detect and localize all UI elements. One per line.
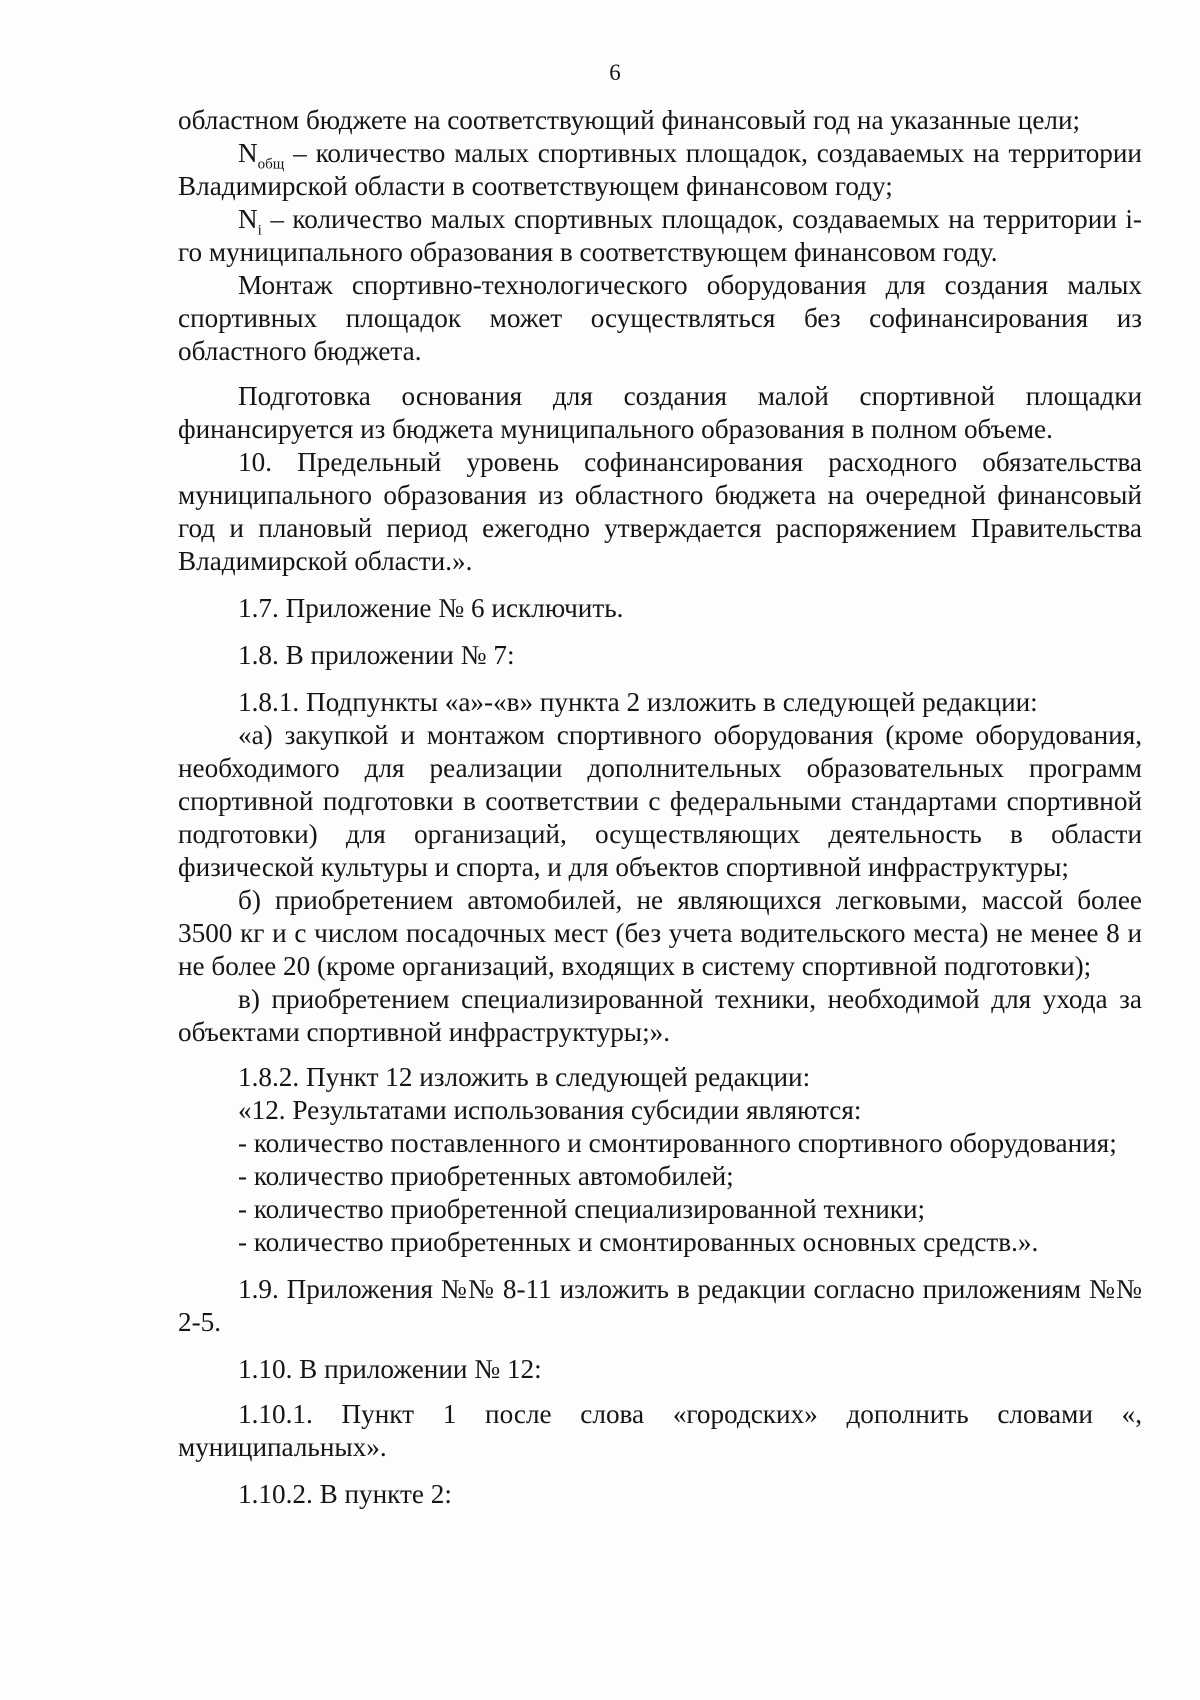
result-item-vehicles: - количество приобретенных автомобилей; xyxy=(238,1161,734,1191)
document-body xyxy=(178,104,1142,1511)
clause-1-9: 1.9. Приложения №№ 8-11 изложить в редакции согласно приложениям №№ 2-5. xyxy=(178,1274,1142,1337)
subclause-a: «а) закупкой и монтажом спортивного оборудования (кроме оборудования, необходимого для реализации дополнительных образовательных программ спортивной подготовки в соответствии с федеральными стандартами спортивной подготовки) для организаций, осуществляющих деятельность в области физической культуры и спорта, и для объектов спортивной инфраструктуры; xyxy=(178,720,1142,882)
symbol-n: N xyxy=(238,204,258,234)
subclause-b: б) приобретением автомобилей, не являющихся легковыми, массой более 3500 кг и с числом посадочных мест (без учета водительского места) не менее 8 и не более 20 (кроме организаций, входящих в систему спортивной подготовки); xyxy=(178,885,1142,981)
result-item-fixed-assets: - количество приобретенных и смонтированных основных средств.». xyxy=(238,1227,1039,1257)
paragraph-cofinancing-level: 10. Предельный уровень софинансирования расходного обязательства муниципального образования из областного бюджета на очередной финансовый год и плановый период ежегодно утверждается распоряжением Правительства Владимирской области.». xyxy=(178,447,1142,576)
clause-1-7: 1.7. Приложение № 6 исключить. xyxy=(238,593,624,623)
result-item-special-machinery: - количество приобретенной специализированной техники; xyxy=(238,1194,926,1224)
symbol-subscript-i: i xyxy=(257,222,262,239)
definition-text: – количество малых спортивных площадок, создаваемых на территории i-го муниципального образования в соответствующем финансовом году. xyxy=(178,204,1142,267)
clause-1-10-1: 1.10.1. Пункт 1 после слова «городских» дополнить словами «, муниципальных». xyxy=(178,1399,1142,1462)
paragraph-base-preparation: Подготовка основания для создания малой спортивной площадки финансируется из бюджета муниципального образования в полном объеме. xyxy=(178,381,1142,444)
symbol-n: N xyxy=(238,138,258,168)
page-number: 6 xyxy=(609,60,621,85)
paragraph-n-total-definition xyxy=(178,137,1142,203)
paragraph-installation: Монтаж спортивно-технологического оборудования для создания малых спортивных площадок может осуществляться без софинансирования из областного бюджета. xyxy=(178,270,1142,366)
clause-12-heading: «12. Результатами использования субсидии являются: xyxy=(238,1095,862,1125)
clause-1-10-2: 1.10.2. В пункте 2: xyxy=(238,1479,452,1509)
clause-1-8-2: 1.8.2. Пункт 12 изложить в следующей редакции: xyxy=(238,1062,811,1092)
clause-1-8: 1.8. В приложении № 7: xyxy=(238,640,515,670)
clause-1-10: 1.10. В приложении № 12: xyxy=(238,1354,542,1384)
result-item-equipment: - количество поставленного и смонтированного спортивного оборудования; xyxy=(238,1128,1117,1158)
paragraph-continuation: областном бюджете на соответствующий финансовый год на указанные цели; xyxy=(178,105,1081,135)
subclause-v: в) приобретением специализированной техники, необходимой для ухода за объектами спортивной инфраструктуры;». xyxy=(178,984,1142,1047)
symbol-subscript-total: общ xyxy=(257,156,285,173)
definition-text: – количество малых спортивных площадок, создаваемых на территории Владимирской области в соответствующем финансовом году; xyxy=(178,138,1142,201)
clause-1-8-1: 1.8.1. Подпункты «а»-«в» пункта 2 изложить в следующей редакции: xyxy=(238,687,1038,717)
paragraph-n-i-definition xyxy=(178,203,1142,269)
